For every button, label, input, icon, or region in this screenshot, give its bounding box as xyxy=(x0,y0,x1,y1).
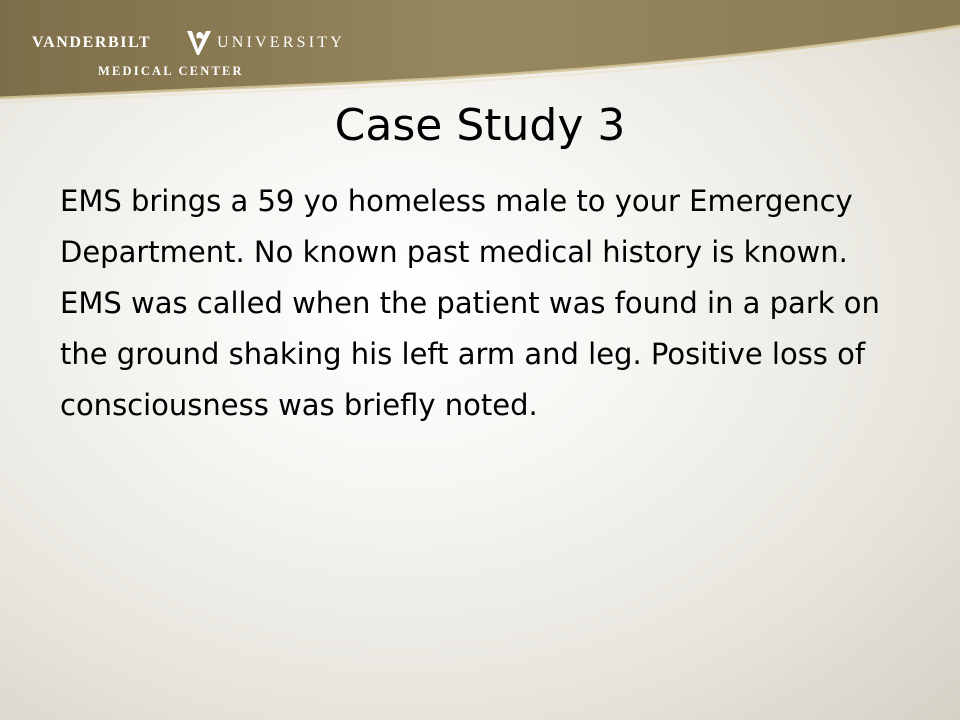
slide-body-text: EMS brings a 59 yo homeless male to your Emergency Department. No known past medical history is known. EMS was called when the patient was found in a park on the ground shaking his left arm and leg. Positive loss of consciousness was briefly noted. xyxy=(60,184,880,422)
slide-title: Case Study 3 xyxy=(334,100,626,151)
brand-logo[interactable] xyxy=(32,24,345,84)
brand-subtitle: MEDICAL CENTER xyxy=(98,64,244,78)
oak-leaf-v-icon xyxy=(184,28,214,58)
brand-wordmark xyxy=(32,28,345,54)
brand-name-left: VANDERBILT xyxy=(32,34,152,51)
brand-name-right: UNIVERSITY xyxy=(217,34,345,51)
